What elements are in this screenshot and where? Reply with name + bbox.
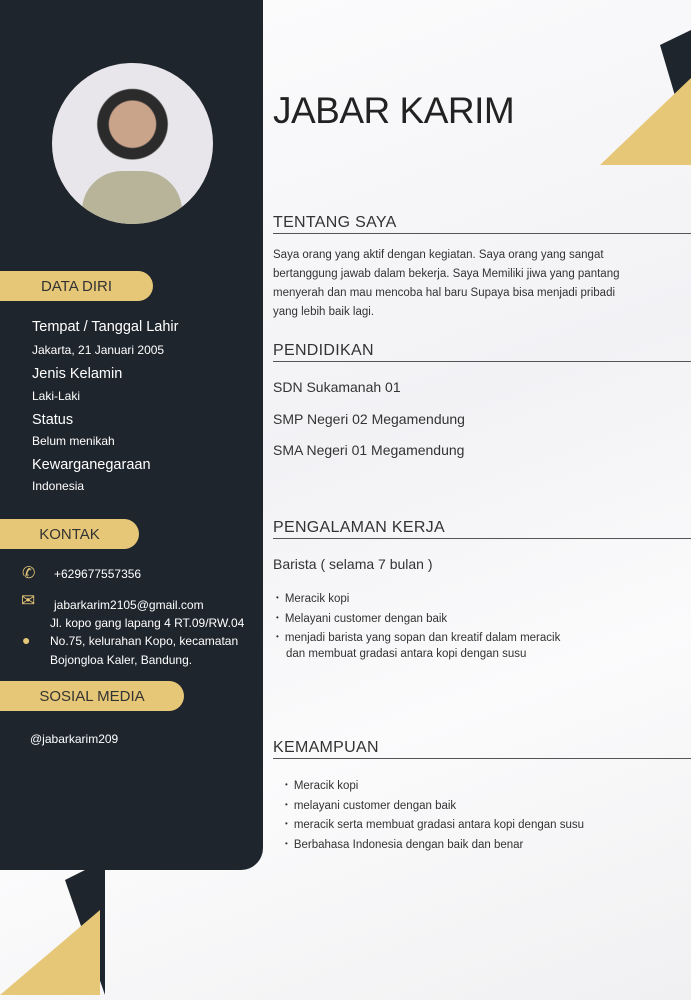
about-line: menyerah dan mau mencoba hal baru Supaya bisa menjadi pribadi	[273, 287, 616, 299]
section-pill-data-diri: DATA DIRI	[0, 271, 153, 301]
profile-photo	[52, 63, 213, 224]
social-handle: @jabarkarim209	[30, 732, 119, 746]
heading-tentang-saya: TENTANG SAYA	[273, 214, 691, 234]
address-line-2: No.75, kelurahan Kopo, kecamatan	[50, 634, 239, 648]
skills-list	[285, 776, 584, 854]
value-citizenship: Indonesia	[32, 479, 85, 493]
education-item: SMA Negeri 01 Megamendung	[273, 442, 465, 458]
phone-icon: ✆	[22, 565, 36, 582]
candidate-name: JABAR KARIM	[273, 90, 515, 131]
education-item: SDN Sukamanah 01	[273, 379, 401, 395]
heading-pendidikan: PENDIDIKAN	[273, 342, 691, 362]
experience-continuation: dan membuat gradasi antara kopi dengan susu	[286, 648, 527, 660]
value-birth: Jakarta, 21 Januari 2005	[32, 343, 165, 357]
label-citizenship: Kewarganegaraan	[32, 457, 151, 473]
location-pin-icon: ●	[22, 632, 31, 648]
list-item: • Meracik kopi	[276, 589, 560, 609]
about-text	[273, 246, 683, 322]
heading-kemampuan: KEMAMPUAN	[273, 739, 691, 759]
about-line: yang lebih baik lagi.	[273, 306, 375, 318]
education-item: SMP Negeri 02 Megamendung	[273, 411, 465, 427]
list-item: • Meracik kopi	[285, 776, 584, 796]
list-item: • menjadi barista yang sopan dan kreatif dalam meracik	[276, 628, 560, 648]
list-item: • melayani customer dengan baik	[285, 796, 584, 816]
about-line: bertanggung jawab dalam bekerja. Saya Memiliki jiwa yang pantang	[273, 268, 620, 280]
label-gender: Jenis Kelamin	[32, 366, 123, 382]
section-pill-kontak: KONTAK	[0, 519, 139, 549]
label-birth: Tempat / Tanggal Lahir	[32, 319, 179, 335]
email: jabarkarim2105@gmail.com	[54, 598, 204, 612]
phone-number: +629677557356	[54, 567, 142, 581]
list-item: • Melayani customer dengan baik	[276, 609, 560, 629]
experience-list	[276, 589, 560, 648]
value-gender: Laki-Laki	[32, 389, 81, 403]
address-line-1: Jl. kopo gang lapang 4 RT.09/RW.04	[50, 616, 245, 630]
heading-pengalaman-kerja: PENGALAMAN KERJA	[273, 519, 691, 539]
about-line: Saya orang yang aktif dengan kegiatan. Saya orang yang sangat	[273, 249, 604, 261]
email-icon: ✉	[21, 591, 36, 610]
section-pill-sosial-media: SOSIAL MEDIA	[0, 681, 184, 711]
label-status: Status	[32, 412, 74, 428]
job-title: Barista ( selama 7 bulan )	[273, 556, 433, 572]
address-line-3: Bojongloa Kaler, Bandung.	[50, 653, 193, 667]
list-item: • meracik serta membuat gradasi antara kopi dengan susu	[285, 815, 584, 835]
value-status: Belum menikah	[32, 434, 115, 448]
list-item: • Berbahasa Indonesia dengan baik dan benar	[285, 835, 584, 855]
